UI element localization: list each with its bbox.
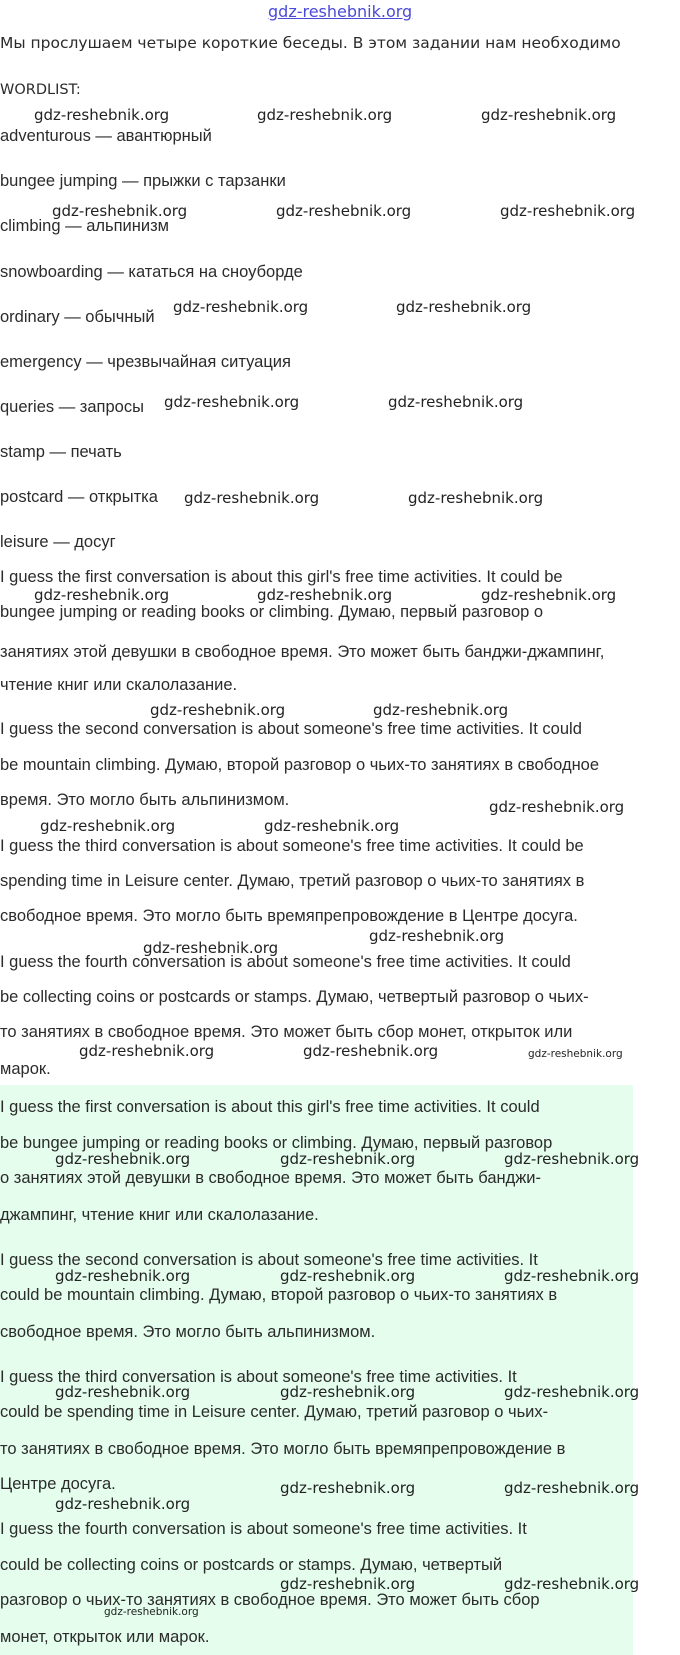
highlighted-line: could be spending time in Leisure center. Думаю, третий разговор о чьих-: [0, 1403, 549, 1421]
highlighted-line: джампинг, чтение книг или скалолазание.: [0, 1206, 319, 1224]
watermark: gdz-reshebnik.org: [528, 1048, 623, 1060]
watermark: gdz-reshebnik.org: [164, 393, 300, 411]
watermark: gdz-reshebnik.org: [504, 1479, 640, 1497]
highlighted-line: монет, открыток или марок.: [0, 1628, 210, 1646]
watermark: gdz-reshebnik.org: [34, 106, 170, 124]
answer-line: I guess the second conversation is about someone's free time activities. It could: [0, 720, 582, 738]
answer-line: I guess the third conversation is about someone's free time activities. It could be: [0, 837, 584, 855]
wordlist-item: adventurous — авантюрный: [0, 127, 212, 145]
watermark: gdz-reshebnik.org: [396, 298, 532, 316]
watermark: gdz-reshebnik.org: [143, 939, 279, 957]
watermark: gdz-reshebnik.org: [481, 106, 617, 124]
highlighted-line: I guess the third conversation is about someone's free time activities. It: [0, 1368, 517, 1386]
wordlist-title: WORDLIST:: [0, 82, 81, 98]
watermark: gdz-reshebnik.org: [276, 202, 412, 220]
watermark: gdz-reshebnik.org: [79, 1042, 215, 1060]
watermark: gdz-reshebnik.org: [481, 586, 617, 604]
answer-line: чтение книг или скалолазание.: [0, 676, 238, 694]
highlighted-line: то занятиях в свободное время. Это могло быть времяпрепровождение в: [0, 1440, 566, 1458]
watermark: gdz-reshebnik.org: [500, 202, 636, 220]
intro-text: Мы прослушаем четыре короткие беседы. В этом задании нам необходимо: [0, 34, 621, 52]
watermark: gdz-reshebnik.org: [504, 1267, 640, 1285]
watermark: gdz-reshebnik.org: [303, 1042, 439, 1060]
wordlist-item: queries — запросы: [0, 398, 144, 416]
highlighted-line: I guess the first conversation is about this girl's free time activities. It could: [0, 1098, 540, 1116]
answer-line: то занятиях в свободное время. Это может быть сбор монет, открыток или: [0, 1023, 573, 1041]
answer-line: I guess the fourth conversation is about someone's free time activities. It could: [0, 953, 571, 971]
answer-line: bungee jumping or reading books or climbing. Думаю, первый разговор о: [0, 603, 544, 621]
answer-line: свободное время. Это могло быть времяпрепровождение в Центре досуга.: [0, 907, 578, 925]
highlighted-line: о занятиях этой девушки в свободное время. Это может быть банджи-: [0, 1169, 541, 1187]
watermark: gdz-reshebnik.org: [489, 798, 625, 816]
wordlist-item: leisure — досуг: [0, 533, 116, 551]
answer-line: spending time in Leisure center. Думаю, третий разговор о чьих-то занятиях в: [0, 872, 585, 890]
watermark: gdz-reshebnik.org: [184, 489, 320, 507]
wordlist-item: postcard — открытка: [0, 488, 158, 506]
answer-line: be collecting coins or postcards or stamps. Думаю, четвертый разговор о чьих-: [0, 988, 589, 1006]
watermark: gdz-reshebnik.org: [40, 817, 176, 835]
watermark: gdz-reshebnik.org: [504, 1383, 640, 1401]
watermark: gdz-reshebnik.org: [280, 1575, 416, 1593]
highlighted-line: could be mountain climbing. Думаю, второй разговор о чьих-то занятиях в: [0, 1286, 558, 1304]
watermark: gdz-reshebnik.org: [280, 1267, 416, 1285]
answer-line: марок.: [0, 1060, 51, 1078]
watermark: gdz-reshebnik.org: [55, 1383, 191, 1401]
wordlist-item: bungee jumping — прыжки с тарзанки: [0, 172, 286, 190]
highlighted-line: I guess the second conversation is about someone's free time activities. It: [0, 1251, 538, 1269]
watermark: gdz-reshebnik.org: [388, 393, 524, 411]
wordlist-item: climbing — альпинизм: [0, 217, 169, 235]
watermark: gdz-reshebnik.org: [280, 1150, 416, 1168]
wordlist-item: ordinary — обычный: [0, 308, 155, 326]
watermark: gdz-reshebnik.org: [55, 1150, 191, 1168]
watermark: gdz-reshebnik.org: [173, 298, 309, 316]
highlighted-line: разговор о чьих-то занятиях в свободное время. Это может быть сбор: [0, 1591, 540, 1609]
watermark: gdz-reshebnik.org: [52, 202, 188, 220]
watermark: gdz-reshebnik.org: [408, 489, 544, 507]
wordlist-item: emergency — чрезвычайная ситуация: [0, 353, 291, 371]
wordlist-item: stamp — печать: [0, 443, 122, 461]
answer-line: занятиях этой девушки в свободное время. Это может быть банджи-джампинг,: [0, 643, 605, 661]
watermark: gdz-reshebnik.org: [55, 1495, 191, 1513]
highlighted-line: Центре досуга.: [0, 1475, 116, 1493]
answer-line: be mountain climbing. Думаю, второй разговор о чьих-то занятиях в свободное: [0, 756, 600, 774]
watermark: gdz-reshebnik.org: [369, 927, 505, 945]
watermark: gdz-reshebnik.org: [280, 1479, 416, 1497]
watermark: gdz-reshebnik.org: [257, 106, 393, 124]
answer-line: время. Это могло быть альпинизмом.: [0, 791, 290, 809]
watermark: gdz-reshebnik.org: [150, 701, 286, 719]
watermark: gdz-reshebnik.org: [504, 1150, 640, 1168]
wordlist-item: snowboarding — кататься на сноуборде: [0, 263, 303, 281]
site-link[interactable]: gdz-reshebnik.org: [268, 2, 413, 21]
watermark: gdz-reshebnik.org: [373, 701, 509, 719]
watermark: gdz-reshebnik.org: [504, 1575, 640, 1593]
watermark: gdz-reshebnik.org: [104, 1606, 199, 1618]
watermark: gdz-reshebnik.org: [264, 817, 400, 835]
watermark: gdz-reshebnik.org: [280, 1383, 416, 1401]
highlighted-line: I guess the fourth conversation is about someone's free time activities. It: [0, 1520, 527, 1538]
highlighted-line: свободное время. Это могло быть альпинизмом.: [0, 1323, 376, 1341]
highlighted-line: be bungee jumping or reading books or climbing. Думаю, первый разговор: [0, 1134, 553, 1152]
watermark: gdz-reshebnik.org: [34, 586, 170, 604]
watermark: gdz-reshebnik.org: [55, 1267, 191, 1285]
watermark: gdz-reshebnik.org: [257, 586, 393, 604]
highlighted-line: could be collecting coins or postcards or stamps. Думаю, четвертый: [0, 1556, 503, 1574]
answer-line: I guess the first conversation is about this girl's free time activities. It could be: [0, 568, 563, 586]
